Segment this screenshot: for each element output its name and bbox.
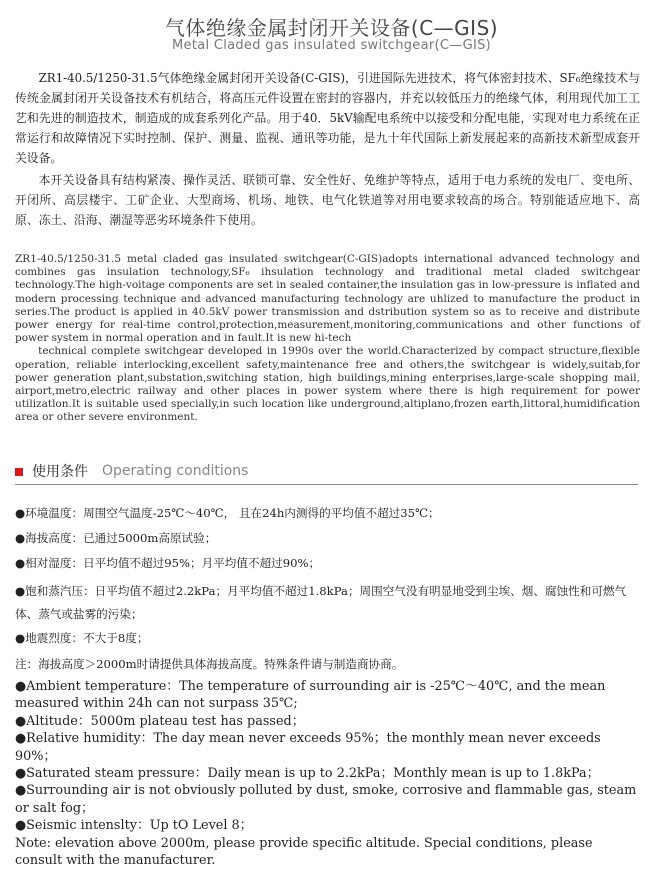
page-title: 气体绝缘金属封闭开关设备(C—GIS) bbox=[164, 16, 499, 40]
condition-cn-steam-pressure: ●饱和蒸汽压：日平均值不超过2.2kPa；月平均值不超过1.8kPa；周围空气没有明显地受到尘埃、烟、腐蚀性和可燃气体、蒸气或盐雾的污染； bbox=[15, 584, 627, 621]
intro-paragraph-cn-1: ZR1-40.5/1250-31.5气体绝缘金属封闭开关设备(C-GIS)，引进国际先进技术，将气体密封技术、SF₆绝缘技术与传统金属封闭开关设备技术有机结合，将高压元件设置在密封的容器内，并充以较低压力的绝缘气体，利用现代加工工艺和先进的制造技术，制造成的成套系列化产品。用于40．5kV输配电系统中以接受和分配电能，实现对电力系统在正常运行和故障情况下实时控制、保护、测量、监视、通讯等功能，是九十年代国际上新发展起来的高新技术新型成套开关设备。 bbox=[15, 71, 640, 165]
section-title-cn: 使用条件 bbox=[32, 464, 88, 480]
condition-cn-note: 注：海拔高度＞2000m时请提供具体海拔高度。特殊条件请与制造商协商。 bbox=[15, 657, 404, 671]
condition-cn-temperature: ●环境温度：周围空气温度-25℃～40℃， 且在24h内测得的平均值不超过35℃； bbox=[15, 506, 440, 520]
condition-en-note: Note: elevation above 2000m, please provide specific altitude. Special conditions, please consult with the manufacturer. bbox=[15, 835, 593, 869]
intro-text-en bbox=[15, 253, 640, 425]
condition-cn-humidity: ●相对湿度：日平均值不超过95%；月平均值不超过90%； bbox=[15, 556, 321, 570]
intro-paragraph-en-1: ZR1-40.5/1250-31.5 metal claded gas insulated switchgear(C-GIS)adopts international advanced technology and combines gas insulation technology,SF₆ ihsulation technology and traditional metal claded switchgear technology.The high-voitage components are set in sealed container,the insulation gas in low-pressure is inflated and modern processing technique and advanced manufacturing technology are uhlized to manufacture the product in series.The product is applied in 40.5kV power transmission and dstribution system so as to receive and distribute power energy for real-time control,protection,measurement,monitoring,communications and other functions of power system in normal operation and in fault.It is new hi-tech bbox=[15, 253, 640, 345]
condition-en-pollution: ●Surrounding air is not obviously polluted by dust, smoke, corrosive and flammable gas, steam or salt fog； bbox=[15, 783, 637, 816]
condition-en-temperature: ●Ambient temperature：The temperature of surrounding air is -25℃～40℃, and the mean measured within 24h can not surpass 35℃; bbox=[15, 679, 606, 712]
conditions-en-list bbox=[15, 678, 643, 869]
condition-cn-seismic: ●地震烈度：不大于8度； bbox=[15, 631, 149, 645]
condition-en-steam-pressure: ●Saturated steam pressure：Daily mean is up to 2.2kPa；Monthly mean is up to 1.8kPa； bbox=[15, 766, 600, 782]
page-subtitle: Metal Claded gas insulated switchgear(C—GIS) bbox=[172, 38, 491, 53]
condition-en-seismic: ●Seismic intenslty：Up tO Level 8； bbox=[15, 818, 253, 834]
intro-paragraph-cn-2: 本开关设备具有结构紧凑、操作灵活、联锁可靠、安全性好、免维护等特点，适用于电力系统的发电厂、变电所、开闭所、高层楼宇、工矿企业、大型商场、机场、地铁、电气化铁道等对用电要求较高的场合。特别能适应地下、高原、冻土、沿海、潮湿等恶劣环境条件下使用。 bbox=[15, 173, 640, 227]
intro-paragraph-en-2: technical complete switchgear developed in 1990s over the world.Characterized by compact structure,flexible operation, reliable interlocking,excellent safety,maintenance free and others,the switchgear is widely,suitab,for power generation plant,substation,switching station, high buildings,mining enterprises,large-scale shopping mail, airport,metro,electric railway and other places in power system where there is high requirement for power utilizatlon.It is suitable used specially,in such location like underground,altiplano,frozen earth,Iittoral,humidification area or other severe environment. bbox=[15, 345, 640, 424]
section-header-operating-conditions bbox=[15, 458, 638, 485]
section-marker-icon bbox=[15, 468, 23, 476]
condition-cn-altitude: ●海拔高度：已通过5000m高原试验； bbox=[15, 531, 217, 545]
condition-en-altitude: ●Altitude：5000m plateau test has passed； bbox=[15, 713, 305, 729]
section-title-en: Operating conditions bbox=[102, 463, 249, 479]
condition-en-humidity: ●Relative humidity：The day mean never exceeds 95%；the monthly mean never exceeds 90%； bbox=[15, 731, 601, 764]
